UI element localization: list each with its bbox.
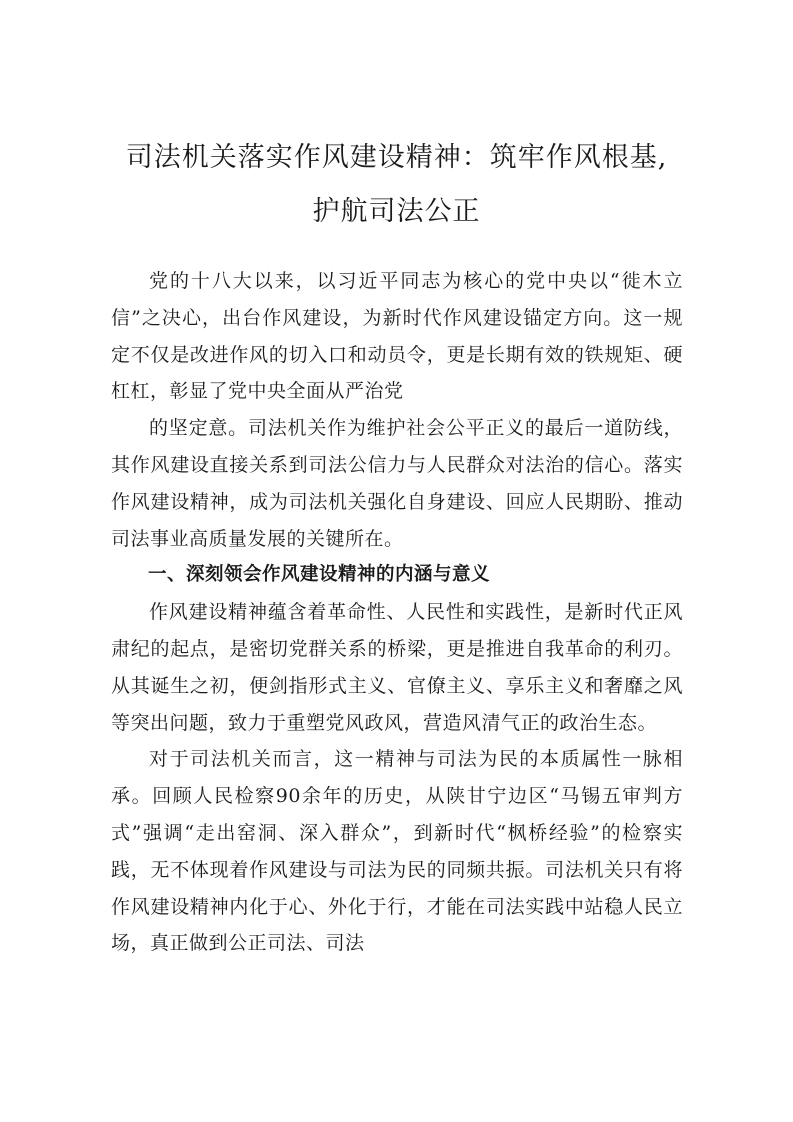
body-paragraph: 的坚定意。司法机关作为维护社会公平正义的最后一道防线，其作风建设直接关系到司法公信力与人民群众对法治的信心。落实作风建设精神，成为司法机关强化自身建设、回应人民期盼、推动司法事业高质量发展的关键所在。 (111, 417, 683, 550)
body-paragraph: 党的十八大以来，以习近平同志为核心的党中央以“徙木立信”之决心，出台作风建设，为新时代作风建设锚定方向。这一规定不仅是改进作风的切入口和动员令，更是长期有效的铁规矩、硬杠杠，彰显了党中央全面从严治党 (111, 270, 683, 403)
body-paragraph: 作风建设精神蕴含着革命性、人民性和实践性，是新时代正风肃纪的起点，是密切党群关系的桥梁，更是推进自我革命的利刃。从其诞生之初，便剑指形式主义、官僚主义、享乐主义和奢靡之风等突出问题，致力于重塑党风政风，营造风清气正的政治生态。 (111, 601, 683, 734)
document-title-line-2: 护航司法公正 (312, 196, 481, 227)
document-body (111, 263, 683, 962)
body-paragraph: 对于司法机关而言，这一精神与司法为民的本质属性一脉相承。回顾人民检察90余年的历史，从陕甘宁边区“马锡五审判方式”强调“走出窑洞、深入群众”，到新时代“枫桥经验”的检察实践，无不体现着作风建设与司法为民的同频共振。司法机关只有将作风建设精神内化于心、外化于行，才能在司法实践中站稳人民立场，真正做到公正司法、司法 (111, 748, 683, 955)
document-title-line-1: 司法机关落实作风建设精神：筑牢作风根基, (125, 142, 668, 173)
section-heading: 一、深刻领会作风建设精神的内涵与意义 (148, 564, 491, 586)
